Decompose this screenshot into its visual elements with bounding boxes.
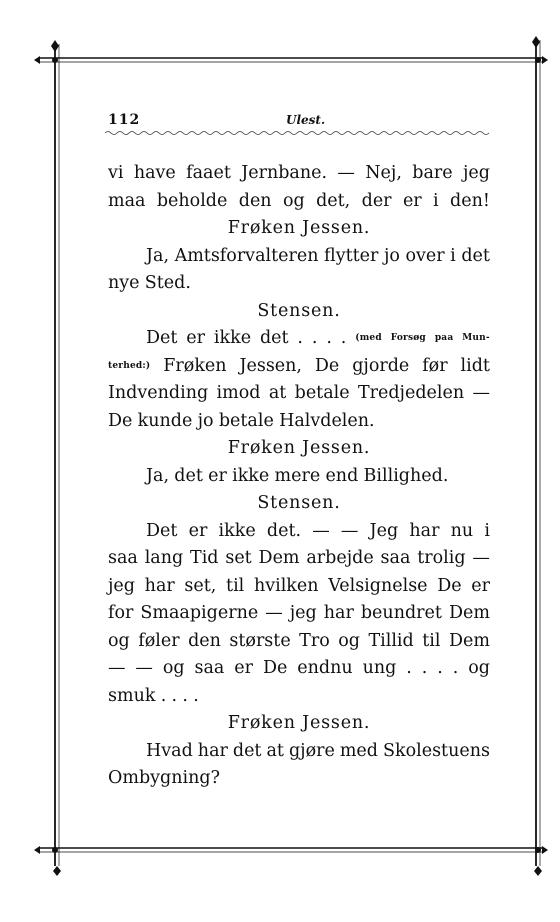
page-number: 112 [108, 112, 141, 128]
word: Velsignelse [328, 575, 428, 596]
text-line [108, 188, 490, 216]
word: hvilken [253, 575, 319, 596]
text-line [108, 463, 490, 491]
word: trolig [417, 548, 466, 568]
word: beundret [360, 603, 442, 623]
word: ikke [232, 465, 270, 486]
word: end [325, 465, 359, 486]
text-line [108, 683, 490, 711]
word: det [259, 328, 289, 348]
word: set [225, 548, 252, 568]
word: Tid [190, 548, 219, 568]
word: har [409, 520, 440, 541]
word: Jeg [369, 520, 399, 541]
text-line [108, 380, 490, 408]
word: gjorde [352, 355, 410, 376]
word: . [452, 658, 459, 678]
word: har [323, 603, 354, 623]
text-line [108, 160, 490, 188]
word: Ja, [146, 245, 170, 266]
word: har [197, 740, 228, 761]
word: nu [450, 520, 474, 541]
word: Hvad [146, 740, 193, 761]
word: ikke [218, 520, 256, 541]
text-line [108, 325, 490, 353]
word: De [108, 410, 133, 431]
word: jeg [289, 603, 317, 623]
text-line [108, 545, 490, 573]
word: for [108, 603, 134, 623]
word: . [421, 658, 428, 678]
stage-direction: terhed:) [108, 360, 151, 371]
word: er [186, 328, 206, 348]
word: jeg [462, 163, 490, 183]
text-line [108, 243, 490, 271]
header-rule [105, 128, 489, 138]
word: Jessen, [239, 355, 302, 376]
speaker-name: Frøken Jessen. [227, 438, 371, 458]
word: . [160, 685, 167, 706]
word: Tredjedelen [357, 383, 465, 403]
word: . [297, 328, 303, 348]
word: flytter [324, 245, 379, 266]
word: til [226, 575, 245, 596]
word: . [340, 328, 347, 348]
word: Ombygning? [108, 768, 220, 788]
word: over [405, 245, 445, 266]
stage-direction: (med [355, 333, 382, 343]
text-line [108, 353, 490, 381]
word: nye [108, 273, 140, 293]
word: der [361, 190, 392, 211]
word: Frøken [163, 355, 227, 376]
word: . [406, 658, 412, 678]
word: Tro [299, 630, 330, 651]
word: Dem [448, 630, 490, 651]
word: Amtsforvalteren [174, 245, 319, 266]
word: — [340, 520, 359, 541]
word: Halvdelen. [279, 410, 375, 431]
text-line [108, 518, 490, 546]
word: og [162, 658, 185, 678]
word: faaet [186, 163, 231, 183]
text-line [108, 573, 490, 601]
word: betale [218, 410, 274, 431]
word: De [262, 658, 288, 678]
word: til [422, 630, 441, 651]
word: — [135, 658, 153, 678]
word: smuk [108, 685, 156, 706]
word: i [484, 520, 490, 541]
word: den [238, 190, 272, 211]
word: vi [108, 163, 124, 183]
word: have [133, 163, 176, 183]
speaker-name: Frøken Jessen. [227, 218, 371, 238]
text-line [108, 270, 490, 298]
word: Indvending [108, 383, 209, 403]
word: det [174, 465, 203, 486]
word: endnu [297, 658, 353, 678]
word: Skolestuens [382, 740, 490, 761]
word: betale [294, 383, 350, 403]
word: De [437, 575, 462, 596]
running-title: Ulest. [286, 113, 326, 127]
word: er [208, 465, 227, 486]
word: største [229, 630, 291, 651]
speaker-name: Stensen. [257, 493, 341, 513]
word: imod [216, 383, 261, 403]
word: den [188, 630, 221, 651]
word: Dem [258, 548, 300, 568]
word: bare [412, 163, 453, 183]
word: Ja, [146, 465, 170, 486]
word: jeg [108, 575, 135, 596]
word: saa [194, 658, 225, 678]
word: og [282, 190, 305, 211]
word: — [312, 520, 330, 541]
word: Nej, [365, 163, 402, 183]
word: Sted. [144, 273, 191, 293]
word: har [144, 575, 175, 596]
word: . [171, 685, 178, 706]
word: Dem [448, 603, 490, 623]
word: mere [274, 465, 321, 486]
word: — [108, 658, 126, 678]
word: er [471, 575, 490, 596]
word: saa [108, 548, 138, 568]
text-line [108, 600, 490, 628]
word: det [461, 245, 490, 266]
word: den! [450, 190, 490, 211]
word: set, [184, 575, 217, 596]
speaker-name: Frøken Jessen. [227, 713, 371, 733]
word: Det [146, 328, 178, 348]
word: Jernbane. [241, 163, 328, 183]
text-line [108, 765, 490, 793]
word: det, [316, 190, 351, 211]
speaker-name: Stensen. [257, 300, 341, 321]
page-body [108, 160, 490, 793]
word: føler [138, 630, 180, 651]
text-line [108, 738, 490, 766]
word: Det [146, 520, 178, 541]
text-line [108, 628, 490, 656]
word: og [468, 658, 490, 678]
word: maa [108, 190, 146, 211]
word: i [433, 190, 439, 211]
word: — [472, 383, 490, 403]
word: er [188, 520, 208, 541]
word: . [326, 328, 332, 348]
word: er [234, 658, 254, 678]
word: og [108, 630, 130, 651]
word: før [422, 355, 448, 376]
text-line [108, 408, 490, 436]
word: De [314, 355, 340, 376]
word: — [337, 163, 355, 183]
word: Tillid [368, 630, 414, 651]
word: ikke [213, 328, 252, 348]
word: Billighed. [363, 465, 449, 486]
word: saa [380, 548, 411, 568]
word: i [450, 245, 456, 266]
stage-direction: paa [434, 333, 454, 343]
word: og [338, 630, 360, 651]
word: kunde [137, 410, 193, 431]
word: gjøre [288, 740, 335, 761]
word: . [193, 685, 199, 706]
word: arbejde [306, 548, 374, 568]
word: . [182, 685, 188, 706]
word: er [402, 190, 422, 211]
word: med [339, 740, 378, 761]
stage-direction: Forsøg [390, 333, 426, 343]
word: — [472, 548, 490, 568]
word: beholde [156, 190, 228, 211]
stage-direction: Mun- [462, 333, 490, 343]
word: lang [144, 548, 184, 568]
word: . [437, 658, 443, 678]
word: lidt [460, 355, 490, 376]
word: — [265, 603, 283, 623]
word: Smaapigerne [140, 603, 259, 623]
text-line [108, 655, 490, 683]
word: jo [197, 410, 214, 431]
word: at [266, 740, 284, 761]
word: det. [266, 520, 302, 541]
word: ung [362, 658, 397, 678]
word: . [311, 328, 318, 348]
word: at [268, 383, 287, 403]
word: det [232, 740, 262, 761]
word: jo [383, 245, 400, 266]
